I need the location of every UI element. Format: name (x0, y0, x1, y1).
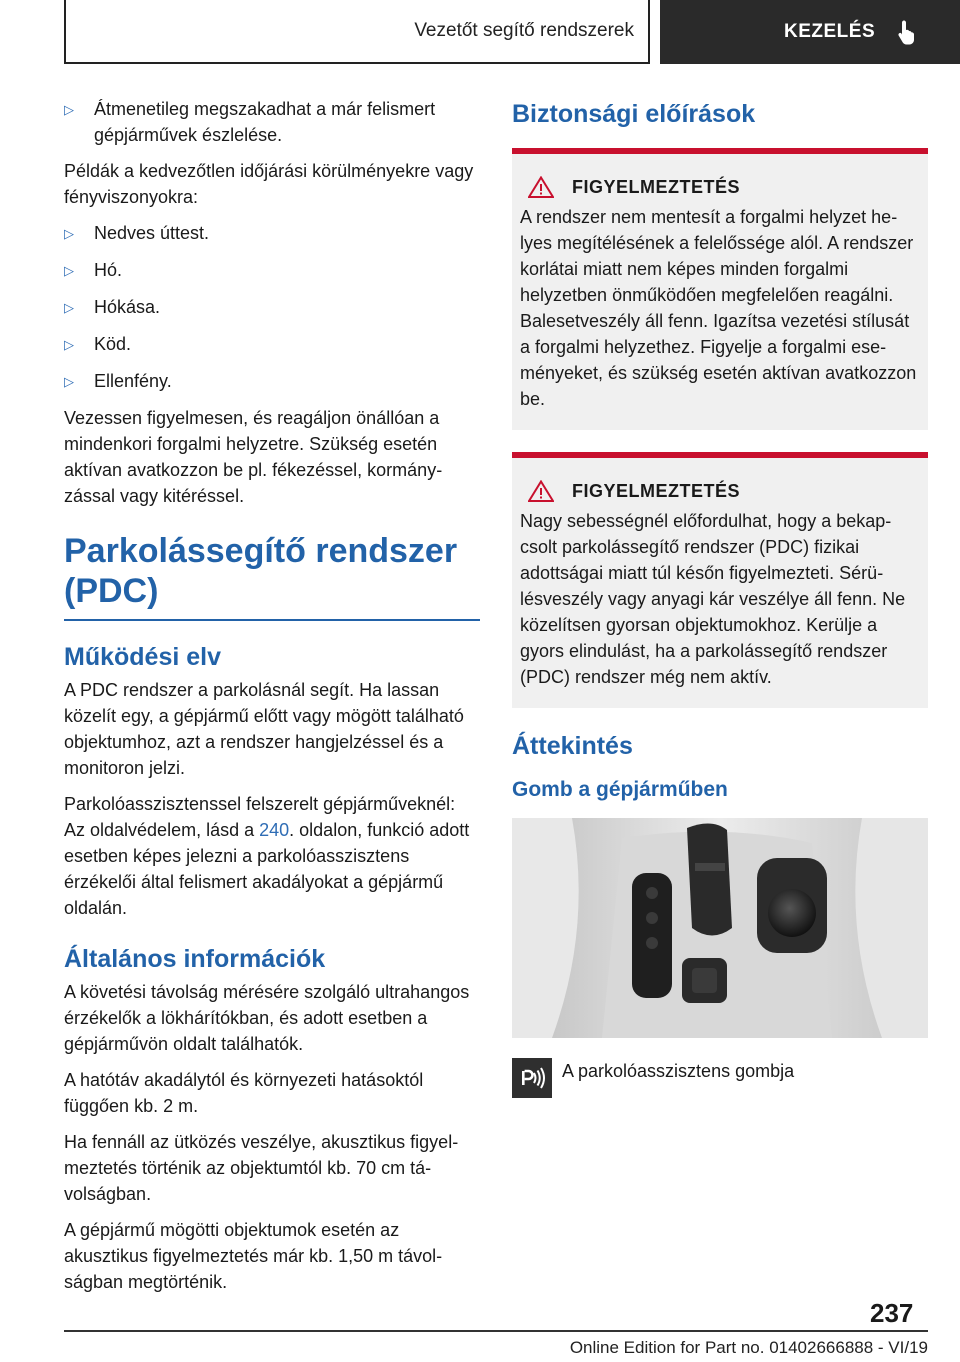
list-item: ▷ Hó. (64, 257, 480, 284)
warning-title: FIGYELMEZTETÉS (572, 480, 741, 501)
page-reference-link[interactable]: 240 (259, 820, 290, 840)
heading-button-in-vehicle: Gomb a gépjárműben (512, 778, 728, 801)
heading-overview: Áttekintés (512, 732, 633, 760)
pointing-hand-icon (897, 19, 919, 45)
general-paragraph-1: A követési távolság mérésére szolgáló ultrahangos érzékelők a lökhárítókban, és adott esetben a gépjárművön oldalt találhatók. (64, 982, 470, 1054)
right-column (512, 96, 928, 1098)
left-column (64, 96, 480, 1305)
triangle-bullet-icon: ▷ (64, 300, 74, 315)
list-item: ▷ Nedves úttest. (64, 220, 480, 247)
triangle-bullet-icon: ▷ (64, 226, 74, 241)
triangle-bullet-icon: ▷ (64, 337, 74, 352)
list-item: ▷ Átmenetileg megszakadhat a már felismert gépjárművek észlelése. (64, 96, 480, 148)
caution-paragraph: Vezessen figyelmesen, és reagáljon önállóan a mindenkori forgalmi helyzetre. Szükség esetén aktívan avatkozzon be pl. fékezéssel, kormányzással vagy kitéréssel. (64, 408, 443, 506)
warning-text: A rendszer nem mentesít a forgalmi helyzet helyes megítélésének a felelőssége alól. A rendszer korlátai miatt nem képes minden forgalmi helyzetben önműködően megfelelően reagálni. Balesetveszély áll fenn. Igazítsa vezetési stílusát a forgalmi helyzethez. Figyelje a forgalmi eseményeket, és szükség esetén aktívan avatkozzon be. (520, 207, 917, 409)
list-item: ▷ Köd. (64, 331, 480, 358)
triangle-bullet-icon: ▷ (64, 263, 74, 278)
general-paragraph-4: A gépjármű mögötti objektumok esetén az akusztikus figyelmeztetés már kb. 1,50 m távolságban megtörténik. (64, 1220, 443, 1292)
principle-paragraph-2: Parkolóasszisztenssel felszerelt gépjárműveknél: Az oldalvédelem, lásd a 240. oldalon, funkció adott esetben képes jelezni a parkolóasszisztens érzékelői által felismert akadályokat a gépjármű oldalán. (64, 794, 470, 918)
header-section-title: Vezetőt segítő rendszerek (414, 20, 634, 41)
warning-text: Nagy sebességnél előfordulhat, hogy a bekapcsolt parkolássegítő rendszer (PDC) fizikai adottságai miatt túl későn figyelmezteti. Sérülésveszély vagy anyagi kár veszélye áll fenn. Ne közelítsen gyorsan objektumokhoz. Kerülje a gyors elindulást, ha a parkolássegítő rendszer (PDC) rendszer még nem aktív. (520, 511, 906, 687)
center-console-photo (512, 818, 928, 1038)
general-paragraph-3: Ha fennáll az ütközés veszélye, akusztikus figyelmeztetés történik az objektumtól kb. 70 cm távolságban. (64, 1132, 459, 1204)
examples-intro: Példák a kedvezőtlen időjárási körülményekre vagy fényviszonyokra: (64, 161, 474, 207)
parking-assistant-button-icon (512, 1058, 552, 1098)
list-item: ▷ Ellenfény. (64, 368, 480, 395)
center-console-illustration (512, 818, 928, 1038)
warning-box-1 (512, 148, 928, 430)
section-title-pdc: Parkolássegítő rendszer (PDC) (64, 531, 480, 621)
warning-triangle-icon (528, 480, 554, 502)
footer-divider (64, 1330, 928, 1332)
button-caption: A parkolóasszisztens gombja (562, 1061, 795, 1081)
heading-safety: Biztonsági előírások (512, 100, 756, 128)
list-item: ▷ Hókása. (64, 294, 480, 321)
principle-paragraph-1: A PDC rendszer a parkolásnál segít. Ha lassan közelít egy, a gépjármű előtt vagy mögött található objektumhoz, azt a rendszer hangjelzéssel és a monitoron jelzi. (64, 680, 464, 778)
page-number: 237 (870, 1298, 914, 1328)
heading-general-info: Általános információk (64, 945, 326, 973)
warning-title: FIGYELMEZTETÉS (572, 176, 741, 197)
general-paragraph-2: A hatótáv akadálytól és környezeti hatásoktól függően kb. 2 m. (64, 1070, 424, 1116)
triangle-bullet-icon: ▷ (64, 102, 74, 117)
warning-box-2 (512, 452, 928, 708)
footer-edition: Online Edition for Part no. 01402666888 - VI/19 (569, 1338, 928, 1357)
header-section-tab (64, 0, 650, 64)
header-chapter-tab (660, 0, 960, 64)
button-legend-row (512, 1058, 928, 1098)
triangle-bullet-icon: ▷ (64, 374, 74, 389)
heading-working-principle: Működési elv (64, 643, 221, 671)
warning-triangle-icon (528, 176, 554, 198)
header-chapter-title: KEZELÉS (784, 21, 876, 42)
